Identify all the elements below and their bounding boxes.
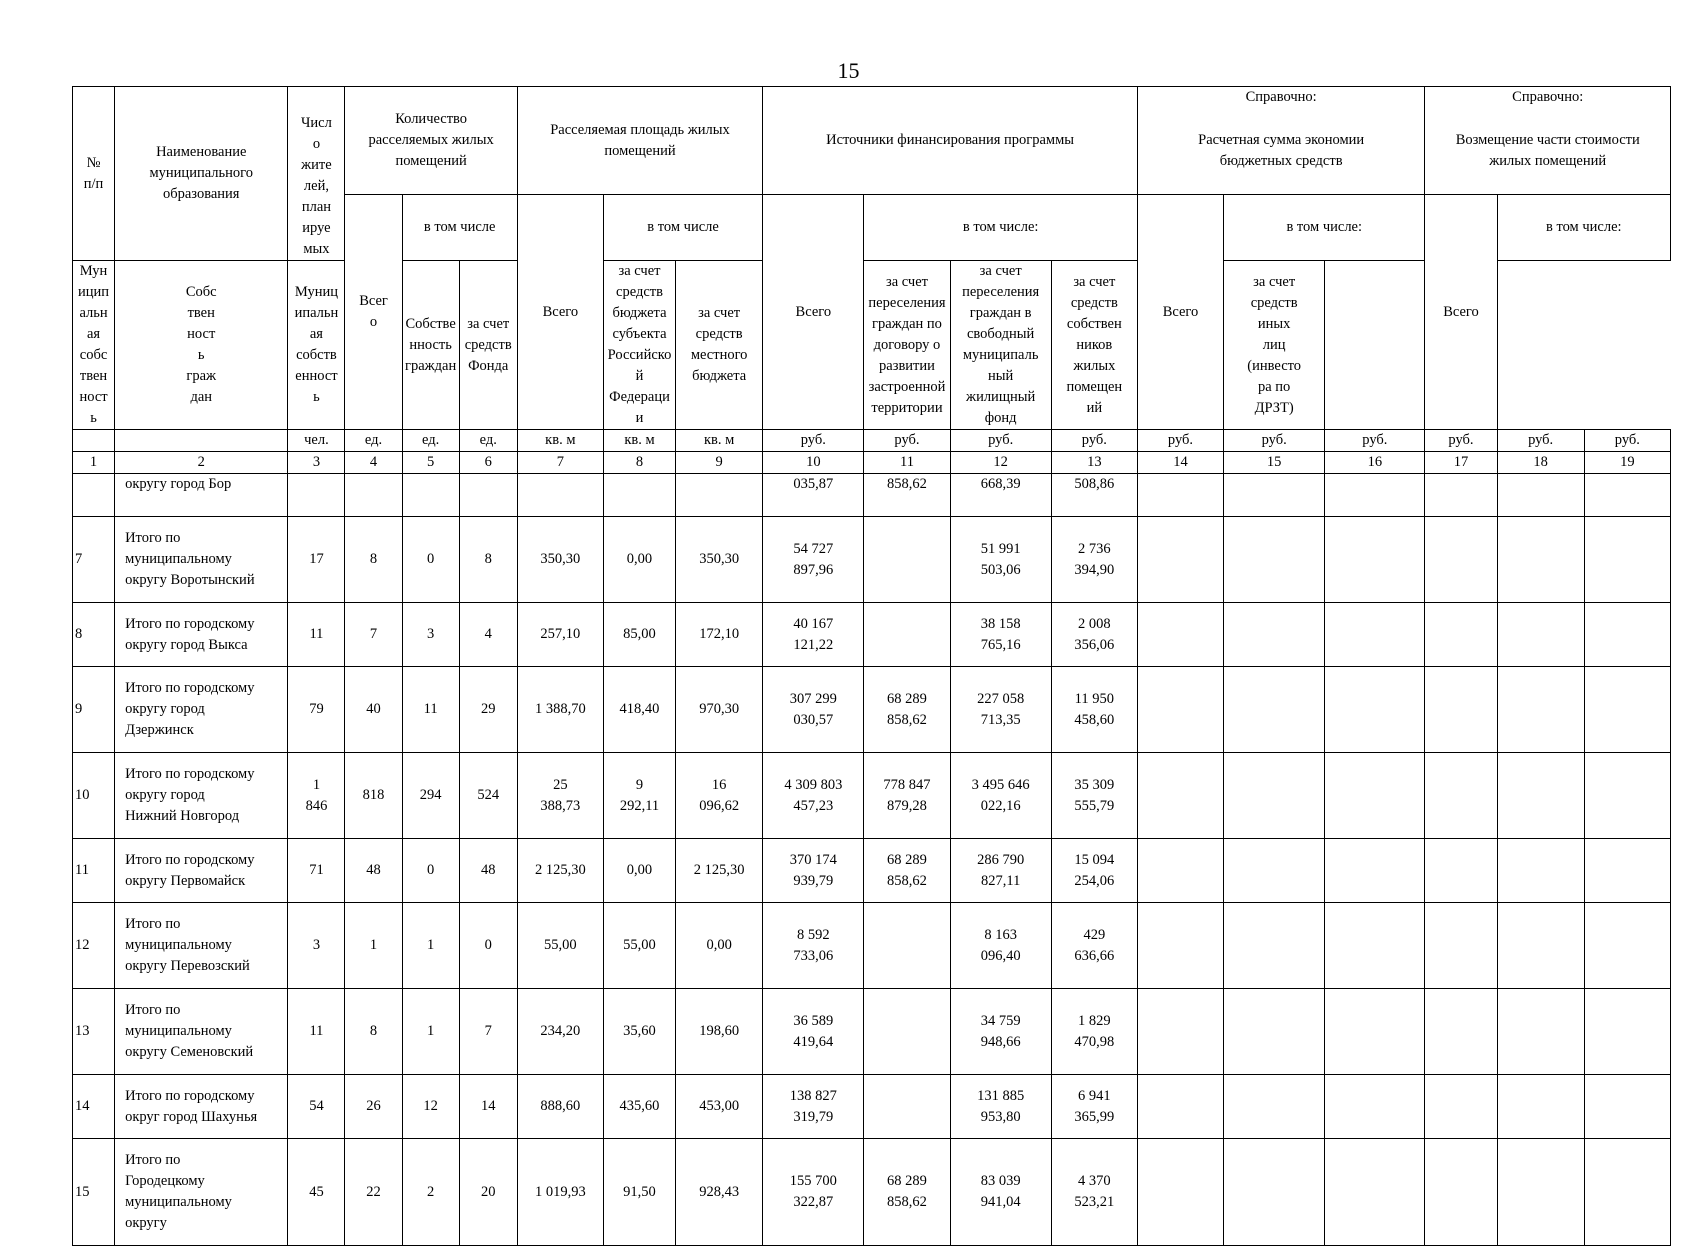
column-number: 4: [345, 452, 402, 474]
cell-reference-empty: [1425, 989, 1497, 1075]
cell-reference-empty: [1325, 1075, 1425, 1139]
header-area-mun: Муниц ипальн ая собств енност ь: [288, 261, 345, 430]
column-number: 1: [73, 452, 115, 474]
header-reference1-title: Справочно:: [1137, 87, 1425, 109]
cell-reference-empty: [1325, 517, 1425, 603]
cell-fin-subject: 227 058 713,35: [950, 667, 1051, 753]
cell-reference-empty: [1224, 474, 1325, 517]
cell-units-own: 0: [459, 903, 517, 989]
cell-fin-local: 2 736 394,90: [1051, 517, 1137, 603]
cell-residents: 11: [288, 989, 345, 1075]
cell-fin-local: 2 008 356,06: [1051, 603, 1137, 667]
cell-reference-empty: [1425, 903, 1497, 989]
cell-name: Итого по Городецкому муниципальному округу: [115, 1139, 288, 1246]
header-units-group: Количество расселяемых жилых помещений: [345, 87, 517, 195]
cell-reference-empty: [1325, 839, 1425, 903]
cell-units-own: 8: [459, 517, 517, 603]
cell-reference-empty: [1497, 903, 1584, 989]
cell-units-total: 8: [345, 517, 402, 603]
column-number: 14: [1137, 452, 1223, 474]
cell-reference-empty: [1137, 753, 1223, 839]
cell-area-mun: 91,50: [603, 1139, 675, 1246]
unit-cell: руб.: [1224, 430, 1325, 452]
header-reference1-group: Расчетная сумма экономии бюджетных средств: [1137, 108, 1425, 195]
cell-reference-empty: [1584, 474, 1670, 517]
cell-units-own: 7: [459, 989, 517, 1075]
unit-cell: кв. м: [676, 430, 763, 452]
cell-fin-fund: 68 289 858,62: [864, 839, 950, 903]
cell-reference-empty: [1497, 989, 1584, 1075]
cell-residents: 3: [288, 903, 345, 989]
cell-reference-empty: [1425, 517, 1497, 603]
cell-area-mun: 0,00: [603, 839, 675, 903]
cell-reference-empty: [1137, 903, 1223, 989]
cell-units-total: 818: [345, 753, 402, 839]
table-row: [73, 989, 1671, 1075]
table-row: [73, 753, 1671, 839]
header-units-mun: Мун ицип альн ая собс твен ност ь: [73, 261, 115, 430]
cell-fin-subject: 8 163 096,40: [950, 903, 1051, 989]
cell-fin-local: 35 309 555,79: [1051, 753, 1137, 839]
cell-area-mun: 35,60: [603, 989, 675, 1075]
cell-reference-empty: [1425, 1075, 1497, 1139]
cell-reference-empty: [1224, 517, 1325, 603]
cell-fin-subject: 131 885 953,80: [950, 1075, 1051, 1139]
column-number: 3: [288, 452, 345, 474]
cell-residents: 54: [288, 1075, 345, 1139]
cell-units-mun: 1: [402, 989, 459, 1075]
cell-area-total: 1 019,93: [517, 1139, 603, 1246]
cell-name: Итого по муниципальному округу Воротынский: [115, 517, 288, 603]
cell-reference-empty: [1425, 667, 1497, 753]
table-row: [73, 1139, 1671, 1246]
cell-area-mun: [603, 474, 675, 517]
cell-reference-empty: [1137, 1075, 1223, 1139]
unit-cell: руб.: [950, 430, 1051, 452]
cell-reference-empty: [1497, 839, 1584, 903]
header-ref1-free: за счет переселения граждан в свободный муниципаль ный жилищный фонд: [950, 261, 1051, 430]
cell-reference-empty: [1224, 603, 1325, 667]
cell-residents: 11: [288, 603, 345, 667]
header-financing-group: Источники финансирования программы: [763, 87, 1138, 195]
cell-reference-empty: [1497, 753, 1584, 839]
cell-reference-empty: [1224, 1075, 1325, 1139]
cell-no: 9: [73, 667, 115, 753]
cell-reference-empty: [1584, 1075, 1670, 1139]
cell-units-own: [459, 474, 517, 517]
header-fin-subject: за счет средств бюджета субъекта Российской Федерации: [603, 261, 675, 430]
cell-units-total: 8: [345, 989, 402, 1075]
cell-fin-fund: [864, 603, 950, 667]
cell-residents: 45: [288, 1139, 345, 1246]
header-area-total: Всего: [517, 195, 603, 430]
cell-reference-empty: [1137, 667, 1223, 753]
cell-units-mun: [402, 474, 459, 517]
cell-fin-total: 36 589 419,64: [763, 989, 864, 1075]
cell-reference-empty: [1497, 667, 1584, 753]
table-row: [73, 903, 1671, 989]
unit-cell: руб.: [864, 430, 950, 452]
unit-cell: кв. м: [603, 430, 675, 452]
cell-area-own: 2 125,30: [676, 839, 763, 903]
cell-reference-empty: [1224, 989, 1325, 1075]
cell-units-own: 48: [459, 839, 517, 903]
table-row: [73, 603, 1671, 667]
unit-cell: руб.: [1325, 430, 1425, 452]
cell-no: [73, 474, 115, 517]
cell-fin-total: 54 727 897,96: [763, 517, 864, 603]
cell-name: Итого по городскому округу город Дзержинск: [115, 667, 288, 753]
column-number: 5: [402, 452, 459, 474]
cell-no: 10: [73, 753, 115, 839]
cell-area-own: 172,10: [676, 603, 763, 667]
cell-units-mun: 0: [402, 839, 459, 903]
cell-reference-empty: [1224, 753, 1325, 839]
cell-reference-empty: [1224, 839, 1325, 903]
header-no: № п/п: [73, 87, 115, 261]
cell-reference-empty: [1584, 753, 1670, 839]
cell-name: Итого по муниципальному округу Перевозский: [115, 903, 288, 989]
cell-reference-empty: [1325, 989, 1425, 1075]
cell-area-total: 25 388,73: [517, 753, 603, 839]
cell-fin-fund: 778 847 879,28: [864, 753, 950, 839]
column-number: 16: [1325, 452, 1425, 474]
resettlement-table: [72, 86, 1671, 1246]
cell-fin-fund: 68 289 858,62: [864, 1139, 950, 1246]
cell-fin-subject: 51 991 503,06: [950, 517, 1051, 603]
header-reference2-title: Справочно:: [1425, 87, 1671, 109]
cell-units-mun: 2: [402, 1139, 459, 1246]
cell-fin-subject: 83 039 941,04: [950, 1139, 1051, 1246]
unit-cell: руб.: [1497, 430, 1584, 452]
column-number: 19: [1584, 452, 1670, 474]
cell-area-own: 970,30: [676, 667, 763, 753]
cell-reference-empty: [1137, 474, 1223, 517]
cell-reference-empty: [1497, 1075, 1584, 1139]
unit-cell: руб.: [763, 430, 864, 452]
column-number: 11: [864, 452, 950, 474]
cell-units-mun: 0: [402, 517, 459, 603]
cell-reference-empty: [1325, 1139, 1425, 1246]
cell-units-total: 26: [345, 1075, 402, 1139]
header-area-incl: в том числе: [603, 195, 762, 261]
cell-reference-empty: [1137, 603, 1223, 667]
unit-cell: руб.: [1425, 430, 1497, 452]
cell-area-mun: 0,00: [603, 517, 675, 603]
cell-fin-subject: 3 495 646 022,16: [950, 753, 1051, 839]
cell-units-own: 14: [459, 1075, 517, 1139]
cell-fin-total: 8 592 733,06: [763, 903, 864, 989]
unit-cell: руб.: [1051, 430, 1137, 452]
cell-reference-empty: [1425, 753, 1497, 839]
table-row: [73, 839, 1671, 903]
unit-cell: ед.: [459, 430, 517, 452]
cell-reference-empty: [1497, 603, 1584, 667]
column-number: 17: [1425, 452, 1497, 474]
cell-units-own: 524: [459, 753, 517, 839]
cell-area-total: 2 125,30: [517, 839, 603, 903]
cell-name: Итого по городскому округу город Нижний Новгород: [115, 753, 288, 839]
unit-cell-blank: [115, 430, 288, 452]
cell-fin-total: 307 299 030,57: [763, 667, 864, 753]
unit-cell: ед.: [402, 430, 459, 452]
cell-fin-local: 4 370 523,21: [1051, 1139, 1137, 1246]
cell-fin-subject: 286 790 827,11: [950, 839, 1051, 903]
cell-reference-empty: [1584, 603, 1670, 667]
cell-fin-total: 4 309 803 457,23: [763, 753, 864, 839]
column-number: 2: [115, 452, 288, 474]
cell-units-mun: 1: [402, 903, 459, 989]
header-fin-fund: за счет средств Фонда: [459, 261, 517, 430]
cell-area-own: 928,43: [676, 1139, 763, 1246]
cell-area-own: 16 096,62: [676, 753, 763, 839]
cell-reference-empty: [1325, 603, 1425, 667]
cell-reference-empty: [1497, 474, 1584, 517]
column-number: 10: [763, 452, 864, 474]
cell-units-total: 1: [345, 903, 402, 989]
cell-no: 7: [73, 517, 115, 603]
cell-name: Итого по муниципальному округу Семеновский: [115, 989, 288, 1075]
header-fin-incl: в том числе:: [864, 195, 1138, 261]
cell-reference-empty: [1224, 903, 1325, 989]
cell-reference-empty: [1325, 474, 1425, 517]
cell-fin-local: 429 636,66: [1051, 903, 1137, 989]
cell-fin-total: 155 700 322,87: [763, 1139, 864, 1246]
cell-fin-total: 035,87: [763, 474, 864, 517]
cell-area-mun: 9 292,11: [603, 753, 675, 839]
header-ref1-incl: в том числе:: [1224, 195, 1425, 261]
header-area-group: Расселяемая площадь жилых помещений: [517, 87, 762, 195]
header-residents: Числ о жите лей, план ируе мых: [288, 87, 345, 261]
unit-cell: ед.: [345, 430, 402, 452]
cell-fin-local: 6 941 365,99: [1051, 1075, 1137, 1139]
cell-no: 12: [73, 903, 115, 989]
cell-fin-fund: 68 289 858,62: [864, 667, 950, 753]
column-number: 8: [603, 452, 675, 474]
cell-name: округу город Бор: [115, 474, 288, 517]
header-name: Наименование муниципального образования: [115, 87, 288, 261]
header-ref1-dev: за счет переселения граждан по договору о развитии застроенной территории: [864, 261, 950, 430]
cell-reference-empty: [1137, 989, 1223, 1075]
header-units-own: Собс твен ност ь граж дан: [115, 261, 288, 430]
cell-reference-empty: [1137, 1139, 1223, 1246]
cell-fin-fund: [864, 903, 950, 989]
cell-fin-fund: [864, 517, 950, 603]
unit-cell: руб.: [1584, 430, 1670, 452]
cell-units-mun: 12: [402, 1075, 459, 1139]
cell-units-total: 7: [345, 603, 402, 667]
column-number: 15: [1224, 452, 1325, 474]
cell-area-mun: 435,60: [603, 1075, 675, 1139]
cell-fin-fund: 858,62: [864, 474, 950, 517]
cell-units-own: 20: [459, 1139, 517, 1246]
header-ref2-incl: в том числе:: [1497, 195, 1670, 261]
cell-area-total: 1 388,70: [517, 667, 603, 753]
header-reference2-group: Возмещение части стоимости жилых помещений: [1425, 108, 1671, 195]
cell-name: Итого по городскому округ город Шахунья: [115, 1075, 288, 1139]
cell-area-total: [517, 474, 603, 517]
table-row: [73, 667, 1671, 753]
unit-cell-blank: [73, 430, 115, 452]
cell-reference-empty: [1497, 517, 1584, 603]
cell-area-total: 350,30: [517, 517, 603, 603]
unit-cell: руб.: [1137, 430, 1223, 452]
cell-residents: 79: [288, 667, 345, 753]
header-ref2-other: за счет средств иных лиц (инвесто ра по ДРЗТ): [1224, 261, 1325, 430]
cell-area-own: 350,30: [676, 517, 763, 603]
cell-residents: 71: [288, 839, 345, 903]
cell-units-own: 29: [459, 667, 517, 753]
header-fin-total: Всего: [763, 195, 864, 430]
cell-no: 14: [73, 1075, 115, 1139]
cell-area-own: 0,00: [676, 903, 763, 989]
cell-units-own: 4: [459, 603, 517, 667]
cell-fin-local: 1 829 470,98: [1051, 989, 1137, 1075]
cell-reference-empty: [1584, 839, 1670, 903]
cell-reference-empty: [1425, 1139, 1497, 1246]
cell-reference-empty: [1425, 603, 1497, 667]
cell-reference-empty: [1584, 903, 1670, 989]
cell-fin-total: 370 174 939,79: [763, 839, 864, 903]
cell-reference-empty: [1584, 517, 1670, 603]
header-units-total: Всег о: [345, 195, 402, 430]
cell-residents: 1 846: [288, 753, 345, 839]
column-number: 13: [1051, 452, 1137, 474]
table-body: [73, 474, 1671, 1246]
cell-no: 8: [73, 603, 115, 667]
cell-residents: [288, 474, 345, 517]
cell-area-total: 55,00: [517, 903, 603, 989]
cell-fin-fund: [864, 1075, 950, 1139]
cell-fin-subject: 668,39: [950, 474, 1051, 517]
cell-reference-empty: [1425, 474, 1497, 517]
page-number: 15: [837, 58, 860, 83]
column-number: 6: [459, 452, 517, 474]
column-number: 18: [1497, 452, 1584, 474]
cell-area-total: 257,10: [517, 603, 603, 667]
cell-area-total: 888,60: [517, 1075, 603, 1139]
cell-reference-empty: [1584, 667, 1670, 753]
table-row: [73, 474, 1671, 517]
cell-area-mun: 418,40: [603, 667, 675, 753]
cell-units-total: 48: [345, 839, 402, 903]
unit-cell: чел.: [288, 430, 345, 452]
cell-units-mun: 294: [402, 753, 459, 839]
cell-reference-empty: [1584, 1139, 1670, 1246]
cell-fin-subject: 34 759 948,66: [950, 989, 1051, 1075]
cell-fin-total: 138 827 319,79: [763, 1075, 864, 1139]
cell-area-own: 453,00: [676, 1075, 763, 1139]
cell-fin-total: 40 167 121,22: [763, 603, 864, 667]
header-area-own: Собстве нность граждан: [402, 261, 459, 430]
cell-area-mun: 85,00: [603, 603, 675, 667]
cell-area-own: [676, 474, 763, 517]
cell-reference-empty: [1497, 1139, 1584, 1246]
cell-area-total: 234,20: [517, 989, 603, 1075]
header-ref1-total: Всего: [1137, 195, 1223, 430]
column-number: 7: [517, 452, 603, 474]
cell-fin-local: 508,86: [1051, 474, 1137, 517]
cell-reference-empty: [1224, 1139, 1325, 1246]
cell-no: 13: [73, 989, 115, 1075]
cell-units-mun: 3: [402, 603, 459, 667]
table-row: [73, 517, 1671, 603]
header-units-incl: в том числе: [402, 195, 517, 261]
cell-name: Итого по городскому округу Первомайск: [115, 839, 288, 903]
cell-reference-empty: [1425, 839, 1497, 903]
unit-cell: кв. м: [517, 430, 603, 452]
cell-no: 15: [73, 1139, 115, 1246]
header-fin-local: за счет средств местного бюджета: [676, 261, 763, 430]
header-ref2-owners: за счет средств собствен ников жилых помещен ий: [1051, 261, 1137, 430]
cell-name: Итого по городскому округу город Выкса: [115, 603, 288, 667]
cell-reference-empty: [1584, 989, 1670, 1075]
table-row: [73, 1075, 1671, 1139]
cell-reference-empty: [1137, 517, 1223, 603]
cell-residents: 17: [288, 517, 345, 603]
cell-fin-local: 15 094 254,06: [1051, 839, 1137, 903]
column-number: 9: [676, 452, 763, 474]
cell-reference-empty: [1137, 839, 1223, 903]
cell-no: 11: [73, 839, 115, 903]
cell-units-total: 22: [345, 1139, 402, 1246]
cell-reference-empty: [1325, 667, 1425, 753]
cell-units-total: [345, 474, 402, 517]
column-number: 12: [950, 452, 1051, 474]
cell-fin-local: 11 950 458,60: [1051, 667, 1137, 753]
cell-units-mun: 11: [402, 667, 459, 753]
header-ref2-total: Всего: [1425, 195, 1497, 430]
cell-fin-fund: [864, 989, 950, 1075]
cell-area-own: 198,60: [676, 989, 763, 1075]
cell-reference-empty: [1325, 903, 1425, 989]
cell-units-total: 40: [345, 667, 402, 753]
cell-area-mun: 55,00: [603, 903, 675, 989]
cell-reference-empty: [1224, 667, 1325, 753]
cell-fin-subject: 38 158 765,16: [950, 603, 1051, 667]
cell-reference-empty: [1325, 753, 1425, 839]
